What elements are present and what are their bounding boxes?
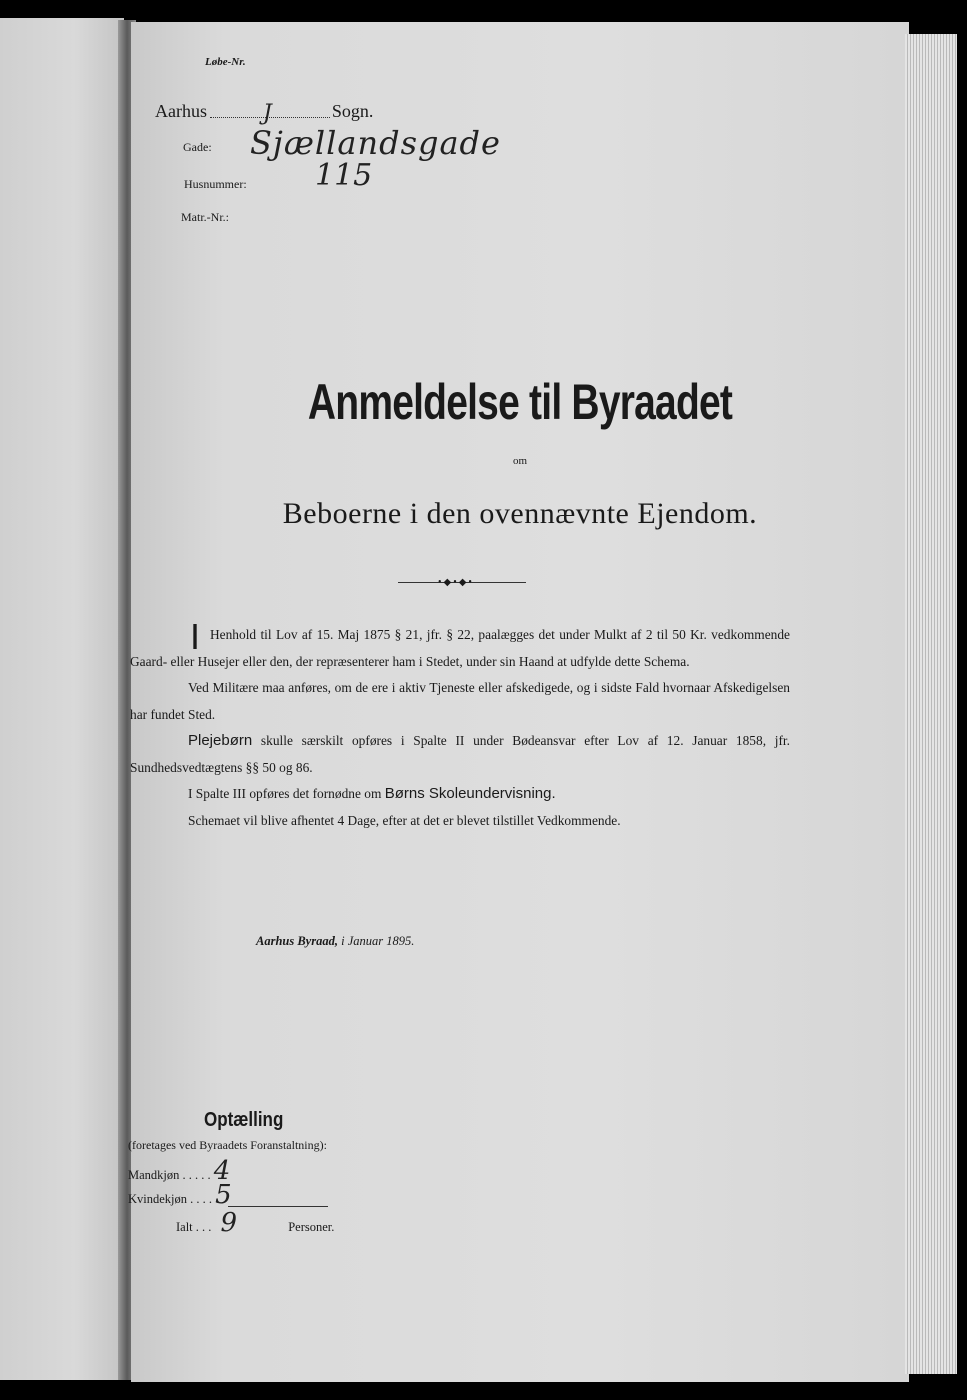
paragraph-3 bbox=[130, 728, 790, 781]
count-title: Optælling bbox=[204, 1109, 284, 1131]
total-label: Ialt . . . bbox=[176, 1220, 212, 1234]
paragraph-4 bbox=[130, 781, 790, 808]
plejeborn-emphasis: Plejebørn bbox=[188, 732, 253, 749]
matr-label: Matr.-Nr.: bbox=[181, 210, 229, 224]
husnummer-label: Husnummer: bbox=[184, 177, 247, 191]
gade-label: Gade: bbox=[183, 140, 212, 154]
paragraph-2: Ved Militære maa anføres, om de ere i aktiv Tjeneste eller afskedigede, og i sidste Fald hvornaar Afskedigelsen har fundet Sted. bbox=[130, 680, 790, 722]
paragraph-3-text: skulle særskilt opføres i Spalte II under Bødeansvar efter Lov af 12. Januar 1858, jfr. Sundhedsvedtægtens §§ 50 og 86. bbox=[130, 733, 790, 775]
men-label: Mandkjøn . . . . . bbox=[128, 1168, 211, 1182]
document-title: Anmeldelse til Byraadet bbox=[307, 374, 733, 430]
skoleundervisning-emphasis: Børns Skoleundervisning. bbox=[384, 785, 556, 802]
parish-row bbox=[155, 97, 374, 126]
men-value: 4 bbox=[213, 1156, 231, 1186]
husnummer-value: 115 bbox=[315, 158, 373, 193]
paragraph-5: Schemaet vil blive afhentet 4 Dage, efter at det er blevet tilstillet Vedkommende. bbox=[188, 812, 621, 828]
city-label: Aarhus bbox=[155, 101, 207, 121]
title-connector: om bbox=[512, 455, 528, 467]
signature-name: Aarhus Byraad, bbox=[256, 934, 338, 948]
parish-value: J bbox=[263, 101, 272, 126]
sum-line bbox=[228, 1206, 328, 1207]
total-count-row bbox=[176, 1208, 334, 1238]
total-value: 9 bbox=[220, 1208, 238, 1238]
parish-label: Sogn. bbox=[331, 101, 374, 121]
paragraph-4-text: I Spalte III opføres det fornødne om bbox=[188, 786, 385, 801]
paragraph-1: Henhold til Lov af 15. Maj 1875 § 21, jfr. § 22, paalægges det under Mulkt af 2 til 50 Kr. vedkommende Gaard- eller Husejer eller den, der repræsenterer ham i Stedet, under sin Haand at udfylde dette Schema. bbox=[130, 627, 790, 669]
left-page bbox=[0, 18, 124, 1380]
loebe-nr-label: Løbe-Nr. bbox=[205, 56, 246, 68]
women-count-row bbox=[128, 1180, 232, 1210]
persons-label: Personer. bbox=[288, 1220, 335, 1234]
instructions-body bbox=[130, 622, 790, 834]
count-note: (foretages ved Byraadets Foranstaltning): bbox=[128, 1138, 327, 1152]
women-value: 5 bbox=[215, 1180, 232, 1210]
divider-ornament: •◆•◆• bbox=[438, 577, 474, 588]
signature-line bbox=[256, 934, 414, 949]
women-label: Kvindekjøn . . . . bbox=[128, 1192, 213, 1206]
drop-cap: I bbox=[190, 616, 201, 657]
gade-value: Sjællandsgade bbox=[250, 124, 501, 162]
signature-date: i Januar 1895. bbox=[341, 934, 415, 948]
page-edges bbox=[905, 34, 957, 1374]
document-subtitle: Beboerne i den ovennævnte Ejendom. bbox=[282, 497, 758, 530]
